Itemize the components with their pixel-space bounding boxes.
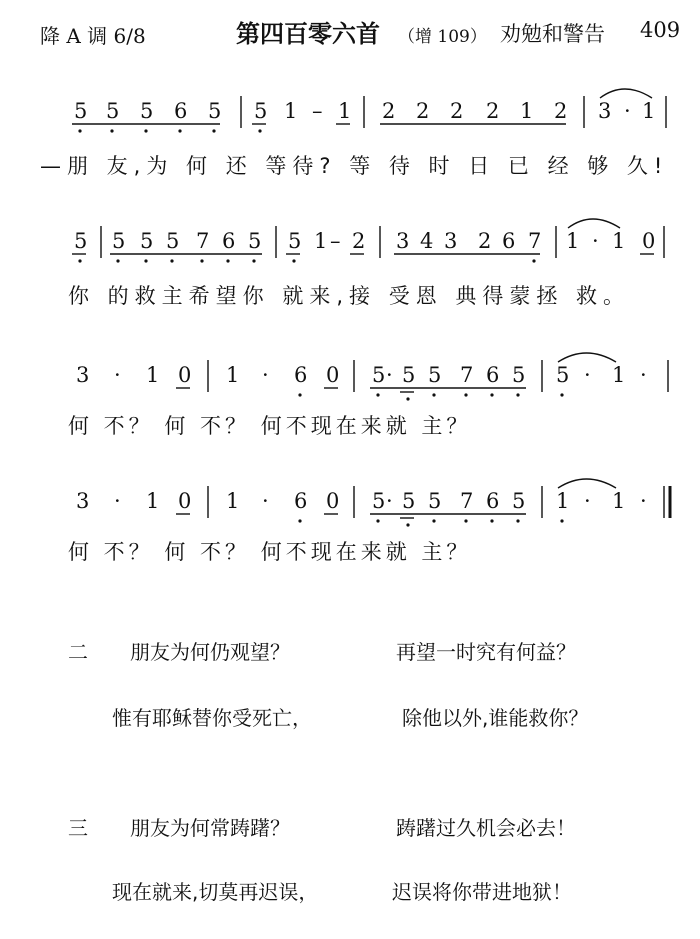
lyrics-line-3: 何 不？ 何 不？ 何不现在来就 主？ <box>68 414 472 438</box>
svg-text:5: 5 <box>402 363 416 387</box>
svg-text:1: 1 <box>612 363 626 387</box>
svg-text:5: 5 <box>74 229 88 253</box>
svg-text:5: 5 <box>556 363 570 387</box>
svg-text:·: · <box>386 363 393 387</box>
svg-text:6: 6 <box>222 229 236 253</box>
svg-text:1: 1 <box>612 489 626 513</box>
svg-text:·: · <box>262 363 269 387</box>
svg-text:5: 5 <box>140 99 154 123</box>
svg-text:1: 1 <box>612 229 626 253</box>
key-signature: 降 A 调 6/8 <box>40 24 146 48</box>
svg-text:6: 6 <box>294 363 308 387</box>
svg-text:·: · <box>114 489 121 513</box>
svg-text:1: 1 <box>642 99 656 123</box>
svg-text:7: 7 <box>196 229 210 253</box>
svg-text:2: 2 <box>450 99 464 123</box>
svg-text:6: 6 <box>502 229 516 253</box>
svg-text:·: · <box>114 363 121 387</box>
svg-text:5: 5 <box>112 229 126 253</box>
verse-number-3: 三 <box>68 816 88 840</box>
svg-text:·: · <box>262 489 269 513</box>
svg-text:5: 5 <box>512 489 526 513</box>
svg-text:·: · <box>640 363 647 387</box>
svg-text:2: 2 <box>554 99 568 123</box>
svg-text:0: 0 <box>326 489 340 513</box>
svg-text:5: 5 <box>74 99 88 123</box>
svg-text:5: 5 <box>512 363 526 387</box>
svg-text:5: 5 <box>428 489 442 513</box>
verse-3-line-2b: 迟误将你带进地狱！ <box>392 880 572 904</box>
hymn-subtitle: 劝勉和警告 <box>500 22 605 46</box>
page-number: 409 <box>640 18 681 42</box>
hymn-title: 第四百零六首 <box>236 19 380 48</box>
svg-text:7: 7 <box>528 229 542 253</box>
svg-text:7: 7 <box>460 489 474 513</box>
svg-text:3: 3 <box>444 229 458 253</box>
svg-text:·: · <box>624 99 631 123</box>
svg-text:5: 5 <box>208 99 222 123</box>
svg-text:1: 1 <box>284 99 298 123</box>
verse-3-line-2a: 现在就来,切莫再迟误， <box>112 880 319 904</box>
svg-text:·: · <box>592 229 599 253</box>
score-line-2 <box>74 229 655 253</box>
svg-text:5: 5 <box>372 363 386 387</box>
svg-text:6: 6 <box>486 489 500 513</box>
svg-text:5: 5 <box>288 229 302 253</box>
svg-text:·: · <box>584 489 591 513</box>
svg-text:1: 1 <box>314 229 328 253</box>
svg-text:1: 1 <box>556 489 570 513</box>
verse-2-line-2a: 惟有耶稣替你受死亡， <box>112 706 312 730</box>
lyrics-line-1: —朋 友,为 何 还 等待? 等 待 时 日 已 经 够 久! <box>40 154 669 178</box>
svg-text:5: 5 <box>248 229 262 253</box>
svg-text:2: 2 <box>416 99 430 123</box>
svg-text:5: 5 <box>428 363 442 387</box>
svg-text:5: 5 <box>166 229 180 253</box>
score-line-4 <box>76 489 647 513</box>
verse-3-line-1a: 朋友为何常踌躇？ <box>130 816 290 840</box>
svg-text:5: 5 <box>372 489 386 513</box>
svg-text:–: – <box>312 99 323 123</box>
svg-text:5: 5 <box>254 99 268 123</box>
svg-text:1: 1 <box>226 363 240 387</box>
svg-text:6: 6 <box>174 99 188 123</box>
svg-text:6: 6 <box>486 363 500 387</box>
svg-text:0: 0 <box>642 229 656 253</box>
svg-text:0: 0 <box>178 489 192 513</box>
svg-text:2: 2 <box>478 229 492 253</box>
svg-text:3: 3 <box>598 99 612 123</box>
svg-text:2: 2 <box>382 99 396 123</box>
verse-number-2: 二 <box>68 640 88 664</box>
svg-text:5: 5 <box>106 99 120 123</box>
lyrics-line-4: 何 不？ 何 不？ 何不现在来就 主？ <box>68 540 472 564</box>
svg-text:1: 1 <box>146 489 160 513</box>
verse-2-line-1b: 再望一时究有何益？ <box>396 640 576 664</box>
lyrics-line-2: 你 的救主希望你 就来,接 受恩 典得蒙拯 救。 <box>68 284 631 308</box>
svg-text:1: 1 <box>520 99 534 123</box>
svg-text:0: 0 <box>326 363 340 387</box>
svg-text:·: · <box>584 363 591 387</box>
svg-text:6: 6 <box>294 489 308 513</box>
verse-2-line-1a: 朋友为何仍观望？ <box>130 640 290 664</box>
svg-text:–: – <box>330 229 341 253</box>
svg-text:1: 1 <box>146 363 160 387</box>
svg-text:0: 0 <box>178 363 192 387</box>
svg-text:2: 2 <box>352 229 366 253</box>
svg-text:3: 3 <box>76 363 90 387</box>
svg-text:1: 1 <box>226 489 240 513</box>
svg-text:5: 5 <box>140 229 154 253</box>
svg-text:1: 1 <box>338 99 352 123</box>
svg-text:4: 4 <box>420 229 434 253</box>
svg-text:3: 3 <box>396 229 410 253</box>
svg-text:·: · <box>386 489 393 513</box>
score-line-3 <box>76 363 647 387</box>
svg-text:7: 7 <box>460 363 474 387</box>
svg-text:·: · <box>640 489 647 513</box>
svg-text:3: 3 <box>76 489 90 513</box>
svg-text:2: 2 <box>486 99 500 123</box>
verse-3-line-1b: 踌躇过久机会必去！ <box>396 816 576 840</box>
hymn-reference: （增 109） <box>398 27 487 47</box>
svg-text:1: 1 <box>566 229 580 253</box>
verse-2-line-2b: 除他以外,谁能救你？ <box>402 706 589 730</box>
svg-text:5: 5 <box>402 489 416 513</box>
